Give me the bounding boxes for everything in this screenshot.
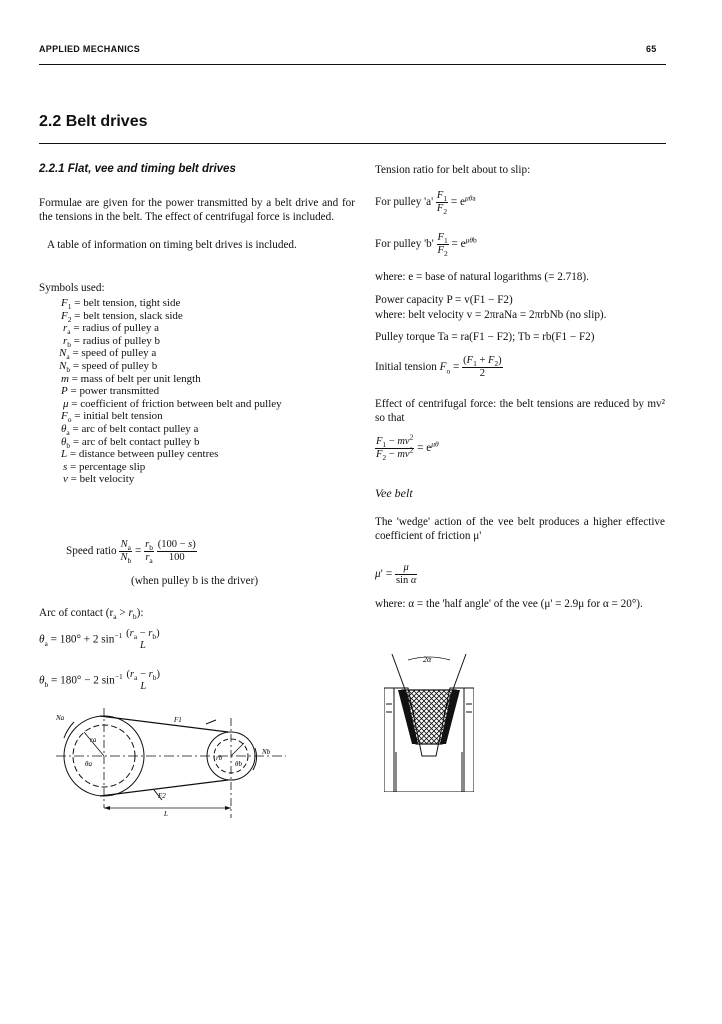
symbol-item: μ = coefficient of friction between belt and pulley (63, 397, 282, 410)
belt-velocity: where: belt velocity v = 2πraNa = 2πrbNb (no slip). (375, 309, 607, 321)
power-capacity: Power capacity P = v(F1 − F2) (375, 294, 513, 306)
where-alpha: where: α = the 'half angle' of the vee (μ' = 2.9μ for α = 20°). (375, 598, 643, 610)
label-l: L (164, 810, 168, 818)
speed-ratio-formula: Speed ratio $\frac{N_a}{N_b}$ = $\frac{r_b}{r_a}$ $\frac{(100 - s)}{100}$ (66, 539, 196, 566)
symbol-item: P = power transmitted (61, 385, 160, 398)
label-na: Na (56, 714, 65, 722)
intro-paragraph-2: A table of information on timing belt drives is included. (47, 239, 297, 251)
vee-belt-diagram (384, 646, 474, 792)
symbol-item: $N_a$ = speed of pulley a (59, 347, 157, 362)
arc-heading: Arc of contact $(r_a > r_b)$: (39, 607, 144, 622)
mu-prime-formula: μ′ = $\frac{\mu}{\text{sin α}}$ (375, 562, 417, 586)
vee-text: The 'wedge' action of the vee belt produces a higher effective coefficient of friction μ' (375, 516, 665, 542)
symbol-item: $\theta_b$ = arc of belt contact pulley b (61, 435, 200, 450)
symbol-list (39, 297, 359, 486)
label-f2: F2 (158, 792, 166, 800)
rotation-a-arrow (64, 722, 74, 738)
symbol-item: $F_2$ = belt tension, slack side (61, 309, 183, 324)
section-rule (39, 143, 666, 144)
section-title: 2.2 Belt drives (39, 113, 148, 130)
vee-angle-label: 2α (423, 655, 432, 664)
centrifugal-formula: $\frac{F_1 - mv^2}{F_2 - mv^2}$ = $e^{\mu\theta}$ (376, 432, 439, 463)
symbol-item: L = distance between pulley centres (61, 448, 219, 461)
dimension-arrow-right (225, 806, 231, 810)
tension-ratio-b: For pulley 'b' $\frac{F_1}{F_2}$ = $e^{\mu\theta b}$ (375, 232, 477, 259)
label-theta-b: θb (235, 760, 242, 768)
force-f1-arrow (206, 720, 216, 724)
intro-paragraph: Formulae are given for the power transmitted by a belt drive and for the tensions in the belt. The effect of centrifugal force is included. (39, 197, 355, 223)
symbol-item: $F_1$ = belt tension, tight side (61, 297, 181, 312)
label-theta-a: θa (85, 760, 92, 768)
arc-equation-b: $\theta_b = 180^\circ - 2$ $\sin^{-1}$ $(r_a - r_b)$ L (39, 669, 160, 692)
symbol-item: $N_b$ = speed of pulley b (59, 359, 158, 375)
belt-tight-side (100, 716, 228, 732)
symbols-heading: Symbols used: (39, 282, 105, 294)
label-ra: ra (90, 736, 97, 744)
arc-equation-a: $\theta_a = 180^\circ + 2$ $\sin^{-1}$ $(r_a - r_b)$ L (39, 628, 160, 651)
symbol-item: v = belt velocity (63, 473, 135, 486)
initial-tension: Initial tension $F_o$ = $\frac{(F_1 + F_2)}{2}$ (375, 355, 502, 379)
belt-drive-diagram (56, 708, 286, 818)
speed-ratio-note: (when pulley b is the driver) (131, 575, 259, 587)
symbol-item: $\theta_a$ = arc of belt contact pulley a (61, 422, 199, 438)
label-nb: Nb (262, 748, 271, 756)
header-rule (39, 64, 666, 65)
radius-b-arrow (231, 743, 244, 756)
running-title: APPLIED MECHANICS (39, 44, 141, 54)
symbol-item: $F_o$ = initial belt tension (61, 410, 163, 425)
page-number: 65 (646, 44, 657, 54)
symbol-item: m = mass of belt per unit length (61, 372, 201, 385)
symbol-item: $r_a$ = radius of pulley a (63, 322, 160, 337)
subsection-title: 2.2.1 Flat, vee and timing belt drives (39, 163, 236, 175)
vee-heading: Vee belt (375, 486, 413, 500)
symbol-item: s = percentage slip (63, 460, 146, 473)
dimension-arrow-left (104, 806, 110, 810)
label-f1: F1 (174, 716, 182, 724)
centrifugal-text: Effect of centrifugal force: the belt tensions are reduced by mv² so that (375, 398, 665, 424)
label-rb: rb (216, 754, 223, 762)
symbol-item: $r_b$ = radius of pulley b (63, 334, 161, 349)
tension-ratio-a: For pulley 'a' $\frac{F_1}{F_2}$ = $e^{\mu\theta a}$ (375, 190, 476, 217)
where-e: where: e = base of natural logarithms (= 2.718). (375, 271, 589, 283)
tension-heading: Tension ratio for belt about to slip: (375, 164, 531, 176)
pulley-torque: Pulley torque Ta = ra(F1 − F2); Tb = rb(F1 − F2) (375, 331, 595, 343)
